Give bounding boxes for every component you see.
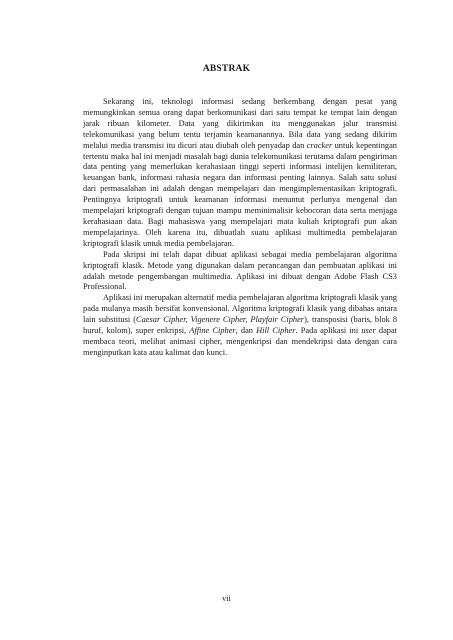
text-run: . Pada aplikasi ini	[295, 326, 362, 336]
paragraph-2	[83, 250, 397, 294]
text-run: , dan	[235, 326, 257, 336]
text-run: untuk kepentingan tertentu maka hal ini menjadi masalah bagi dunia telekomunikasi terutama dalam pengiriman data penting yang memerlukan kerahasiaan tinggi seperti informasi intelijen kemiliteran, keuangan bank, informasi rahasia negara dan informasi penting lainnya. Salah satu solusi dari permasalahan ini adalah dengan mempelajari dan mengimplementasikan kriptografi. Pentingnya kriptografi untuk keamanan informasi menuntut perlunya mengenal dan mempelajari kriptografi dengan tujuan mampu meminimalisir kebocoran data serta menjaga kerahasiaan data. Bagi mahasiswa yang mempelajari mata kuliah kriptografi pun akan mempelajarinya. Oleh karena itu, dibuatlah suatu aplikasi multimedia pembelajaran kriptografi klasik untuk media pembelajaran.	[83, 140, 397, 248]
text-run: Pada skripsi ini telah dapat dibuat aplikasi sebagai media pembelajaran algoritma kriptografi klasik. Metode yang digunakan dalam perancangan dan pembuatan aplikasi ini adalah metode pengembangan multimedia. Aplikasi ini dibuat dengan Adobe Flash CS3 Professional.	[83, 249, 397, 292]
italic-term: Affine Cipher	[189, 326, 236, 336]
text-run: Sekarang ini, teknologi informasi sedang berkembang dengan pesat yang memungkinkan semua orang dapat berkomunikasi dari satu tempat ke tempat lain dengan jarak ribuan kilometer. Data yang dikirimkan itu menggunakan jalur transmisi telekomunikasi yang belum tentu terjamin keamanannya. Bila data yang sedang dikirim melalui media transmisi itu dicuri atau diubah oleh penyadap dan	[83, 97, 397, 150]
page-title: ABSTRAK	[202, 64, 251, 74]
italic-term: Caesar Cipher, Vigenere Cipher, Playfair Cipher	[136, 315, 305, 325]
italic-term: Hill Cipher	[256, 326, 296, 336]
italic-term: cracker	[306, 140, 333, 150]
text-run: Aplikasi ini merupakan alternatif media pembelajaran algoritma kriptografi klasik yang pada mulanya masih bersifat konvensional. Algoritma kriptografi klasik yang dibahas antara lain substitusi (	[83, 293, 397, 325]
text-run: dapat membaca teori, melihat animasi cipher, mengenkripsi dan mendekripsi data dengan cara menginputkan kata atau kalimat dan kunci.	[83, 326, 398, 357]
abstract-body	[83, 97, 397, 359]
paragraph-3	[83, 293, 397, 358]
italic-term: user	[361, 326, 376, 336]
text-run: ), transposisi (baris, blok 8 huruf, kolom), super enkripsi,	[83, 315, 398, 336]
paragraph-1	[83, 97, 397, 250]
page-number: vii	[222, 594, 231, 603]
